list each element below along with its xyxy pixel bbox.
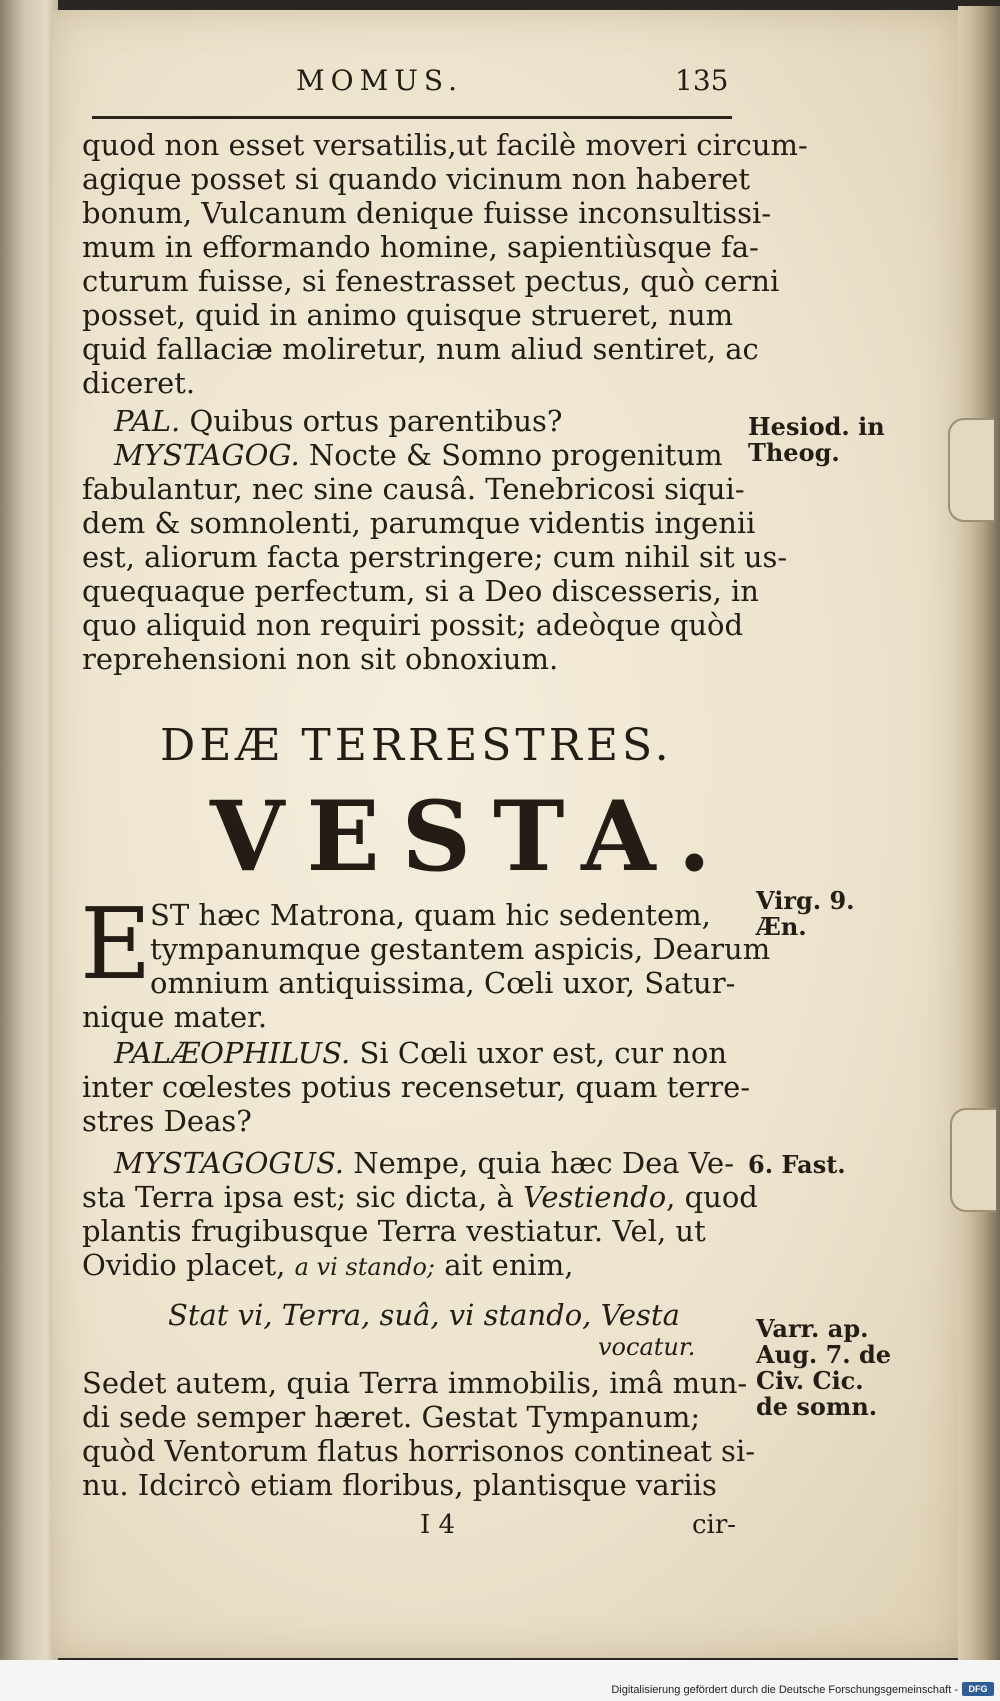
text-line: cturum fuisse, si fenestrasset pectus, quò cerni [82,264,780,298]
page-number: 135 [675,64,729,97]
section-heading: DEÆ TERRESTRES. [160,720,673,771]
verse-quote-line: vocatur. [598,1333,696,1361]
page-tab-lower [950,1108,996,1212]
text-line: quòd Ventorum flatus horrisonos contineat si- [82,1434,756,1468]
margin-note-line: Æn. [756,912,807,941]
text-line [82,1180,758,1214]
previous-page-edge [0,0,58,1660]
italic-span: Vestiendo [523,1180,667,1214]
text-span: ait enim, [435,1248,574,1282]
text-span: Ovidio placet, [82,1248,295,1282]
signature-mark: I 4 [420,1510,456,1540]
running-title: MOMUS. [296,64,463,97]
text-line: dem & somnolenti, parumque videntis ingenii [82,506,756,540]
text-line [82,1248,574,1284]
text-line: bonum, Vulcanum denique fuisse inconsultissi- [82,196,772,230]
text-line: Sedet autem, quia Terra immobilis, imâ mun- [82,1366,748,1400]
text-line: ST hæc Matrona, quam hic sedentem, [150,898,711,932]
text-line: nique mater. [82,1000,268,1034]
page-stack-edge [958,6,1000,1662]
margin-note-line: Civ. Cic. [756,1366,864,1395]
mystagogus-text: Nempe, quia hæc Dea Ve- [353,1146,735,1180]
text-line: diceret. [82,366,196,400]
margin-note-line: Virg. 9. [756,886,855,915]
text-line: fabulantur, nec sine causâ. Tenebricosi siqui- [82,472,745,506]
text-line: quequaque perfectum, si a Deo discesseris, in [82,574,759,608]
margin-note-line: de somn. [756,1392,878,1421]
margin-note-line: Hesiod. in [748,412,885,441]
text-line: tympanumque gestantem aspicis, Dearum [150,932,771,966]
pal-text: Quibus ortus parentibus? [189,404,563,438]
speaker-pal: PAL. [114,404,181,438]
margin-note-line: Aug. 7. de [756,1340,892,1369]
text-line: reprehensioni non sit obnoxium. [82,642,559,676]
drop-cap: E [80,888,152,1002]
text-line: omnium antiquissima, Cœli uxor, Satur- [150,966,736,1000]
text-line: est, aliorum facta perstringere; cum nihil sit us- [82,540,788,574]
text-span: , quod [666,1180,758,1214]
margin-note-virgil [756,888,855,940]
page-tab-upper [948,418,994,522]
margin-note-varro [756,1316,891,1420]
text-line: mum in efformando homine, sapientiùsque fa- [82,230,759,264]
text-line: quo aliquid non requiri possit; adeòque quòd [82,608,744,642]
text-line: di sede semper hæret. Gestat Tympanum; [82,1400,701,1434]
dialogue-line-pal [114,404,562,438]
text-line: quod non esset versatilis,ut facilè moveri circum- [82,128,808,162]
speaker-mystagogus: MYSTAGOGUS. [114,1146,345,1180]
text-span: sta Terra ipsa est; sic dicta, à [82,1180,524,1214]
catchword: cir- [692,1510,737,1540]
text-line: nu. Idcircò etiam floribus, plantisque variis [82,1468,717,1502]
text-line: plantis frugibusque Terra vestiatur. Vel, ut [82,1214,706,1248]
text-line: posset, quid in animo quisque strueret, num [82,298,734,332]
chapter-title: VESTA. [210,780,734,893]
margin-note-hesiod [748,414,885,466]
header-rule [92,116,732,119]
dialogue-line-palaeophilus [114,1036,727,1070]
mystagog-text: Nocte & Somno progenitum [308,438,723,472]
text-line: agique posset si quando vicinum non haberet [82,162,751,196]
text-line: inter cœlestes potius recensetur, quam terre- [82,1070,751,1104]
margin-note-fasti: 6. Fast. [748,1150,846,1179]
text-line: stres Deas? [82,1104,252,1138]
margin-note-line: Varr. ap. [756,1314,869,1343]
dialogue-line-mystagog [114,438,723,472]
footer-credit: Digitalisierung gefördert durch die Deutsche Forschungsgemeinschaft - [611,1684,958,1696]
italic-span: a vi stando; [294,1253,436,1281]
speaker-mystagog: MYSTAGOG. [114,438,300,472]
palaeophilus-text: Si Cœli uxor est, cur non [359,1036,728,1070]
margin-note-line: Theog. [748,438,840,467]
speaker-palaeophilus: PALÆOPHILUS. [114,1036,351,1070]
dfg-logo: DFG [962,1682,994,1696]
text-line: quid fallaciæ moliretur, num aliud sentiret, ac [82,332,759,366]
dialogue-line-mystagogus [114,1146,734,1180]
verse-quote-line: Stat vi, Terra, suâ, vi stando, Vesta [168,1298,680,1332]
